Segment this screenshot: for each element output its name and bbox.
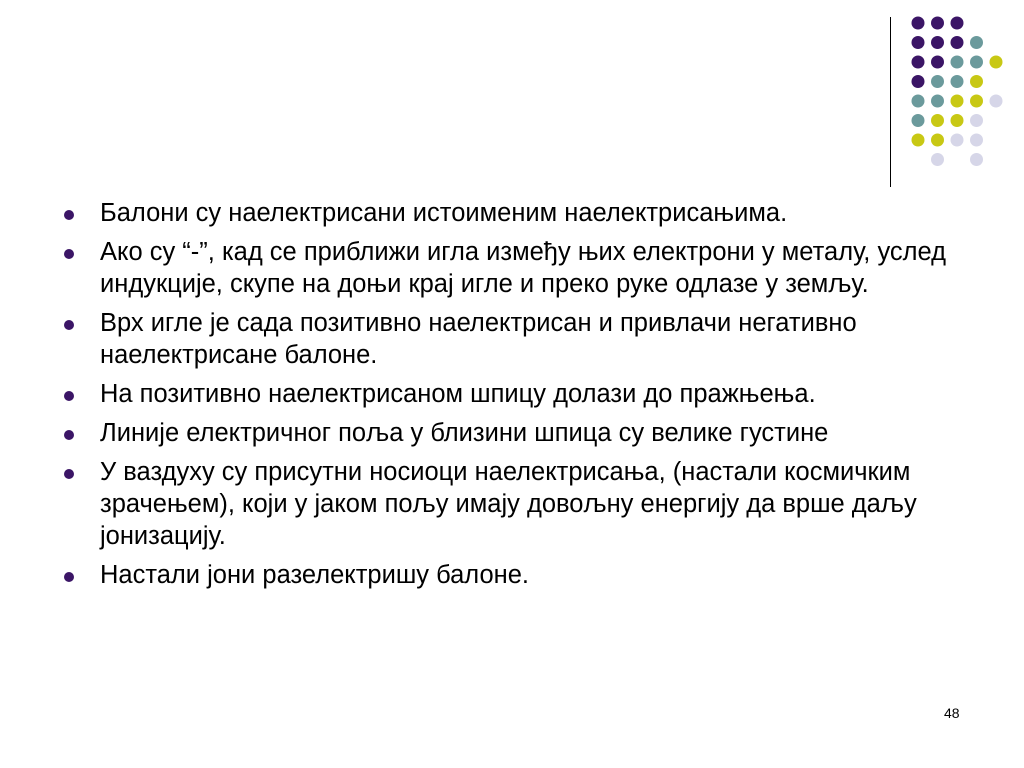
- decorative-dot: [912, 36, 925, 49]
- bullet-item: [62, 236, 982, 300]
- decorative-dot: [951, 56, 964, 69]
- bullet-dot-icon: [64, 572, 74, 582]
- decorative-dot-grid: [0, 0, 1024, 200]
- bullet-text: Ако су “-”, кад се приближи игла између њих електрони у металу, услед индукције, скупе на доњи крај игле и преко руке одлазе у земљу.: [100, 238, 947, 298]
- decorative-dot: [970, 95, 983, 108]
- decorative-dot: [931, 75, 944, 88]
- bullet-text: У ваздуху су присутни носиоци наелектрисања, (настали космичким зрачењем), који у јаком пољу имају довољну енергију да врше даљу јонизацију.: [100, 458, 917, 550]
- decorative-dot: [951, 75, 964, 88]
- bullet-text: Врх игле је сада позитивно наелектрисан и привлачи негативно наелектрисане балоне.: [100, 309, 857, 369]
- bullet-text: Настали јони разелектришу балоне.: [100, 561, 530, 589]
- decorative-dot: [912, 95, 925, 108]
- decorative-dot: [970, 153, 983, 166]
- decorative-dot: [990, 95, 1003, 108]
- bullet-dot-icon: [64, 320, 74, 330]
- decorative-dot: [951, 17, 964, 30]
- vertical-divider: [890, 17, 891, 187]
- decorative-dot: [970, 36, 983, 49]
- page-number: 48: [944, 705, 960, 721]
- decorative-dot: [912, 75, 925, 88]
- decorative-dot: [990, 56, 1003, 69]
- bullet-list: [62, 197, 982, 591]
- decorative-dot: [970, 56, 983, 69]
- bullet-item: [62, 417, 982, 449]
- decorative-dot: [931, 114, 944, 127]
- decorative-dot: [951, 95, 964, 108]
- decorative-dot: [970, 114, 983, 127]
- decorative-dot: [951, 36, 964, 49]
- bullet-item: [62, 456, 982, 552]
- bullet-dot-icon: [64, 469, 74, 479]
- bullet-item: [62, 559, 982, 591]
- decorative-dot: [912, 114, 925, 127]
- bullet-item: [62, 197, 982, 229]
- decorative-dot: [931, 134, 944, 147]
- bullet-item: [62, 378, 982, 410]
- decorative-dot: [912, 17, 925, 30]
- bullet-dot-icon: [64, 249, 74, 259]
- decorative-dot: [912, 134, 925, 147]
- decorative-dot: [931, 153, 944, 166]
- decorative-dot: [951, 114, 964, 127]
- decorative-dot: [931, 56, 944, 69]
- decorative-dot: [931, 95, 944, 108]
- bullet-text: На позитивно наелектрисаном шпицу долази до пражњења.: [100, 380, 816, 408]
- decorative-dot: [931, 36, 944, 49]
- decorative-dot: [912, 56, 925, 69]
- bullet-text: Балони су наелектрисани истоименим наелектрисањима.: [100, 199, 788, 227]
- bullet-dot-icon: [64, 210, 74, 220]
- slide-body: [62, 197, 982, 598]
- bullet-item: [62, 307, 982, 371]
- decorative-dot: [931, 17, 944, 30]
- bullet-dot-icon: [64, 430, 74, 440]
- decorative-dot: [970, 75, 983, 88]
- decorative-dot: [951, 134, 964, 147]
- bullet-dot-icon: [64, 391, 74, 401]
- decorative-dot: [970, 134, 983, 147]
- bullet-text: Линије електричног поља у близини шпица су велике густине: [100, 419, 829, 447]
